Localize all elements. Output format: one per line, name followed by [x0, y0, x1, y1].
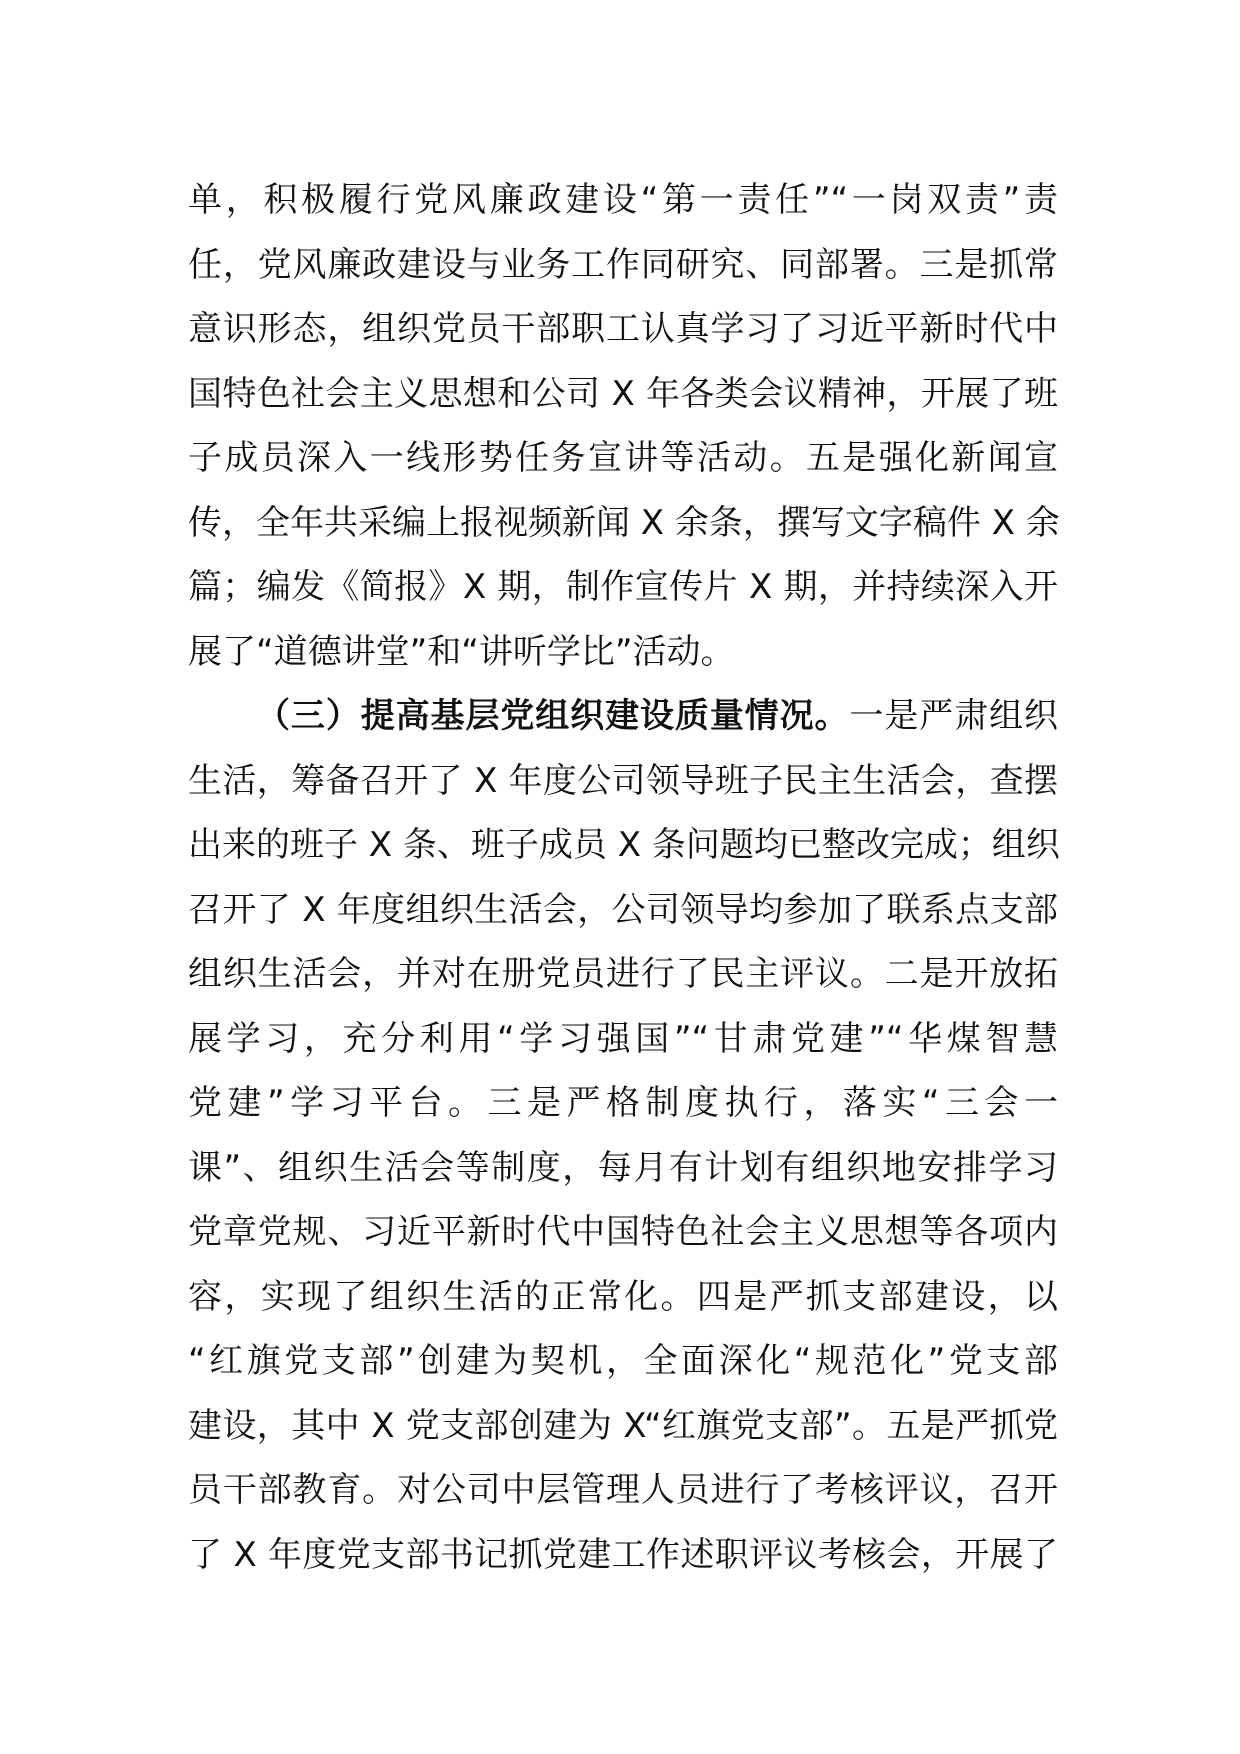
- text-line: 员干部教育。对公司中层管理人员进行了考核评议，召开: [188, 1470, 1058, 1510]
- section-first-line: [188, 684, 1058, 749]
- text-line: 篇；编发《简报》X 期，制作宣传片 X 期，并持续深入开: [188, 567, 1058, 607]
- text-line: 展了“道德讲堂”和“讲听学比”活动。: [188, 631, 735, 672]
- document-body: [188, 168, 1058, 1587]
- text-line: 单，积极履行党风廉政建设“第一责任”“一岗双责”责: [188, 180, 1058, 220]
- paragraph-party-conduct: [188, 168, 1058, 684]
- text-line: 党章党规、习近平新时代中国特色社会主义思想等各项内: [188, 1212, 1058, 1252]
- section-heading: （三）提高基层党组织建设质量情况。: [256, 696, 850, 736]
- text-line: 召开了 X 年度组织生活会，公司领导均参加了联系点支部: [188, 889, 1058, 930]
- text-line: 建设，其中 X 党支部创建为 X“红旗党支部”。五是严抓党: [188, 1405, 1058, 1446]
- text-line: 国特色社会主义思想和公司 X 年各类会议精神，开展了班: [188, 373, 1058, 414]
- text-line: 生活，筹备召开了 X 年度公司领导班子民主生活会，查摆: [188, 760, 1058, 801]
- text-line: 了 X 年度党支部书记抓党建工作述职评议考核会，开展了: [188, 1534, 1058, 1575]
- text-line: 展学习，充分利用“学习强国”“甘肃党建”“华煤智慧: [188, 1018, 1058, 1059]
- text-line: “红旗党支部”创建为契机，全面深化“规范化”党支部: [188, 1341, 1058, 1381]
- text-line: 组织生活会，并对在册党员进行了民主评议。二是开放拓: [188, 954, 1058, 994]
- text-line: 子成员深入一线形势任务宣讲等活动。五是强化新闻宣: [188, 438, 1058, 478]
- text-line: 党建”学习平台。三是严格制度执行，落实“三会一: [188, 1083, 1058, 1123]
- text-line: 传，全年共采编上报视频新闻 X 余条，撰写文字稿件 X 余: [188, 502, 1060, 543]
- text-line: 容，实现了组织生活的正常化。四是严抓支部建设，以: [188, 1276, 1058, 1317]
- text-line: 任，党风廉政建设与业务工作同研究、同部署。三是抓常: [188, 244, 1058, 285]
- paragraph-grassroots-party-building: [188, 684, 1058, 1587]
- text-line: 课”、组织生活会等制度，每月有计划有组织地安排学习: [188, 1147, 1058, 1188]
- text-line: 意识形态，组织党员干部职工认真学习了习近平新时代中: [188, 309, 1058, 349]
- text-line: 出来的班子 X 条、班子成员 X 条问题均已整改完成；组织: [188, 825, 1060, 865]
- section-heading-continuation: 一是严肃组织: [849, 696, 1059, 736]
